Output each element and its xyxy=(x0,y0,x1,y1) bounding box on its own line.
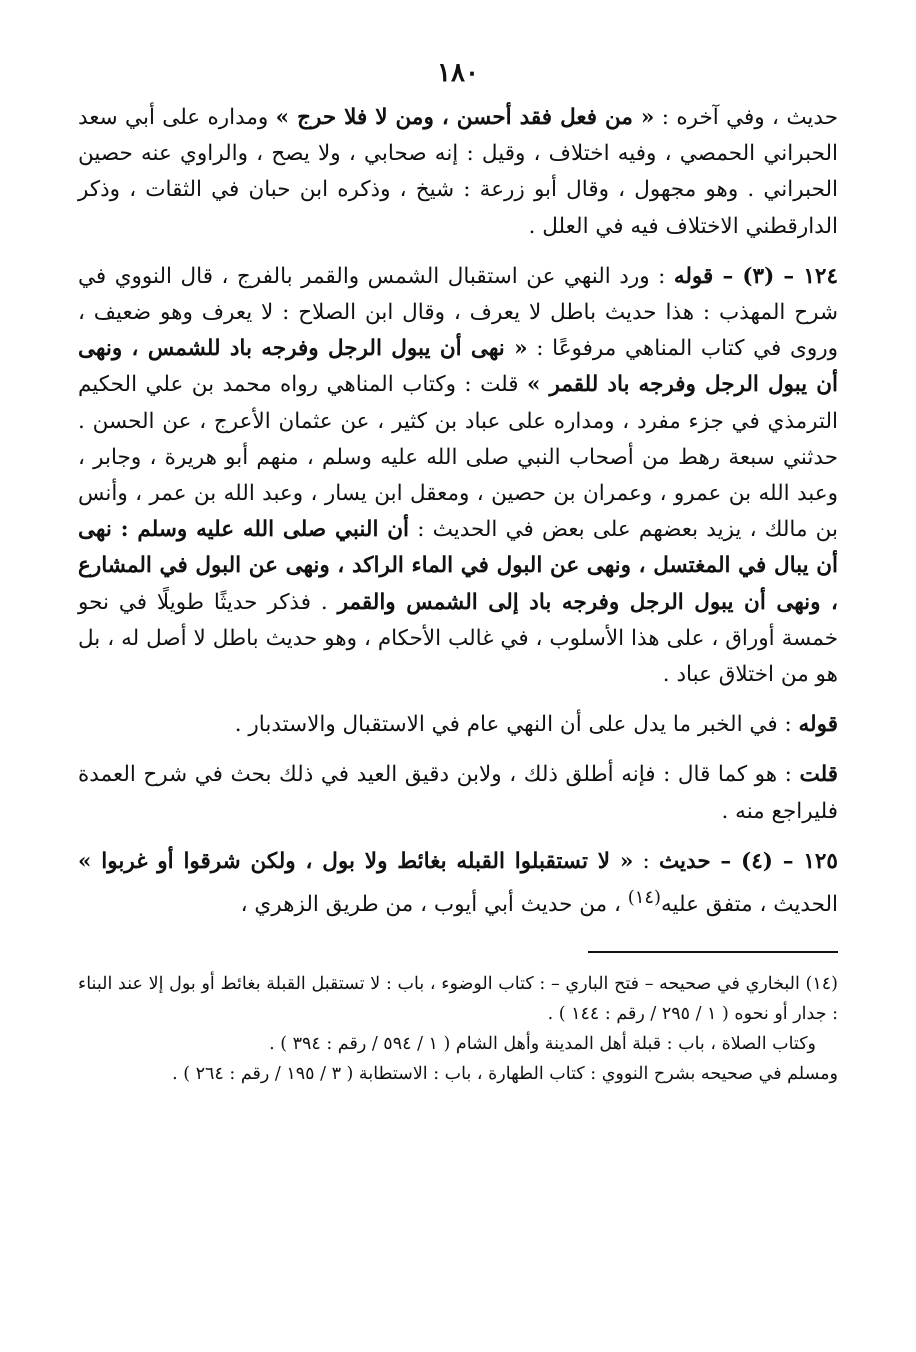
text: : في الخبر ما يدل على أن النهي عام في الاستقبال والاستدبار . xyxy=(234,712,799,738)
footnote-separator xyxy=(588,951,838,953)
entry-number: ١٢٥ – (٤) – xyxy=(710,848,838,874)
paragraph-124 xyxy=(78,259,838,693)
quoted-hadith: أن النبي صلى الله عليه وسلم : نهى أن يبال في المغتسل ، ونهى عن البول في الماء الراكد ، ونهى عن البول في المشارع ، ونهى أن يبول الرجل وفرجه باد إلى الشمس والقمر xyxy=(78,517,838,615)
footnote-marker: (١٤) xyxy=(627,887,661,909)
paragraph-125 xyxy=(78,844,838,924)
text: ، من حديث أبي أيوب ، من طريق الزهري ، xyxy=(240,892,628,918)
entry-number: ١٢٤ – (٣) – xyxy=(713,263,838,289)
keyword-qultu: قلت xyxy=(799,762,838,788)
quoted-hadith: « من فعل فقد أحسن ، ومن لا فلا حرج » xyxy=(275,105,655,130)
keyword-qawluh: قوله xyxy=(798,712,838,738)
quoted-hadith: « نهى أن يبول الرجل وفرجه باد للشمس ، ونهى أن يبول الرجل وفرجه باد للقمر » xyxy=(78,336,838,398)
footnotes xyxy=(78,969,838,1089)
footnote-continuation: وكتاب الصلاة ، باب : قبلة أهل المدينة وأهل الشام ( ١ / ٥٩٤ / رقم : ٣٩٤ ) . xyxy=(269,1034,816,1055)
paragraph-qawluh xyxy=(78,707,838,743)
text: قلت : وكتاب المناهي رواه محمد بن علي الحكيم الترمذي في جزء مفرد ، ومداره على عباد بن كثير ، عن عثمان الأعرج ، عن الحسن . حدثني سبعة رهط من أصحاب النبي صلى الله عليه وسلم ، منهم أبو هريرة ، وجابر ، وعبد الله بن عمرو ، وعمران بن حصين ، ومعقل ابن يسار ، وعبد الله بن عمر ، وأنس بن مالك ، يزيد بعضهم على بعض في الحديث : xyxy=(78,372,838,543)
text: : xyxy=(633,848,659,874)
text: : ورد النهي عن استقبال الشمس والقمر بالفرج ، قال النووي في شرح المهذب : هذا حديث باطل لا يعرف ، وقال ابن الصلاح : لا يعرف وهو ضعيف ، وروى في كتاب المناهي مرفوعًا : xyxy=(78,263,838,362)
paragraph-qultu xyxy=(78,757,838,829)
text: . فذكر حديثًا طويلًا في نحو خمسة أوراق ، على هذا الأسلوب ، في غالب الأحكام ، وهو حديث باطل لا أصل له ، بل هو من اختلاق عباد . xyxy=(78,589,838,688)
keyword-hadith: حديث xyxy=(658,848,711,874)
paragraph-hadith-continuation xyxy=(78,100,838,245)
text: الحديث ، متفق عليه xyxy=(661,892,838,918)
quoted-hadith: « لا تستقبلوا القبله بغائط ولا بول ، ولكن شرقوا أو غربوا » xyxy=(78,848,634,874)
book-page xyxy=(78,58,838,1318)
text: حديث ، وفي آخره : xyxy=(654,105,838,130)
footnote-continuation: ومسلم في صحيحه بشرح النووي : كتاب الطهارة ، باب : الاستطابة ( ٣ / ١٩٥ / رقم : ٢٦٤ ) . xyxy=(172,1064,838,1085)
keyword-qawluh: قوله xyxy=(673,263,714,289)
text: ومداره على أبي سعد الحبراني الحمصي ، وفيه اختلاف ، وقيل : إنه صحابي ، ولا يصح ، والراوي عنه حصين الحبراني . وهو مجهول ، وقال أبو زرعة : شيخ ، وذكره ابن حبان في الثقات ، وذكر الدارقطني الاختلاف فيه في العلل . xyxy=(78,105,838,239)
footnote-14: (١٤) البخاري في صحيحه – فتح الباري – : كتاب الوضوء ، باب : لا تستقبل القبلة بغائط أو بول إلا عند البناء : جدار أو نحوه ( ١ / ٢٩٥ / رقم : ١٤٤ ) . xyxy=(78,974,838,1025)
text: : هو كما قال : فإنه أطلق ذلك ، ولابن دقيق العيد في ذلك بحث في شرح العمدة فليراجع منه . xyxy=(78,762,838,824)
page-number: ١٨٠ xyxy=(437,58,479,88)
